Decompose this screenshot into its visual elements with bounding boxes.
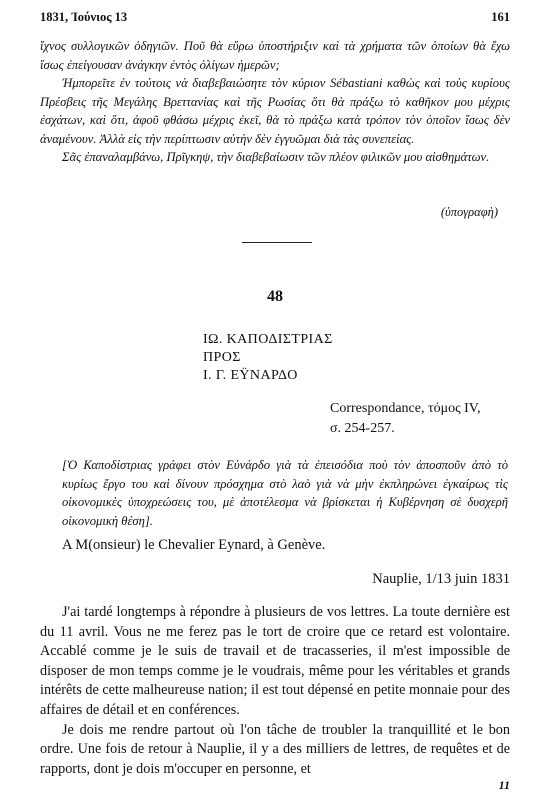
signature-mark: 11	[498, 778, 510, 792]
letter-dateline: Nauplie, 1/13 juin 1831	[372, 571, 510, 587]
address-sender: ΙΩ. ΚΑΠΟΔΙΣΤΡΙΑΣ	[203, 332, 333, 347]
document-number: 48	[267, 288, 283, 305]
letter-body	[40, 603, 510, 779]
letter-paragraph-2: Je dois me rendre partout où l'on tâche de troubler la tranquillité et le bon ordre. Une fois de retour à Nauplie, il y a des milliers de lettres, de requêtes et de rapports, dont je dois m'occuper en personne, et	[40, 721, 510, 777]
signature-note: (ὑπογραφὴ)	[440, 205, 498, 219]
greek-letter-continuation	[40, 37, 510, 167]
letter-paragraph-1: J'ai tardé longtemps à répondre à plusieurs de vos lettres. La toute dernière est du 11 avril. Vous ne me ferez pas le tort de croire que ce retard est volontaire. Accablé comme je le suis de travail et de tracasseries, il m'est impossible de disposer de mon temps comme je le voudrais, même pour les véritables et grands intérêts de cette malheureuse nation; il est tout dépensé en petite monnaie pour des affaires de détail et en conférences.	[40, 604, 510, 718]
running-header	[40, 10, 510, 25]
page-number: 161	[491, 10, 510, 24]
header-date: 1831, Ἰούνιος 13	[40, 10, 128, 24]
greek-paragraph-3: Σᾶς ἐπαναλαμβάνω, Πρῖγκηψ, τὴν διαβεβαίωσιν τῶν πλέον φιλικῶν μου αἰσθημάτων.	[62, 150, 490, 164]
address-recipient: Ι. Γ. ΕΫΝΑΡΔΟ	[203, 368, 298, 383]
editorial-summary: [Ὁ Καποδίστριας γράφει στὸν Εὐνάρδο γιὰ τὰ ἐπεισόδια ποὺ τὸν ἀποσποῦν ἀπὸ τὸ κυρίως ἔργο του καὶ δίνουν πρόσχημα στὸ λαὸ γιὰ νὰ μὴν ἐκπληρώνει ἐγκαίρως τὶς οἰκονομικὲς ὑποχρεώσεις του, μὲ ἀποτέλεσμα νὰ βρίσκεται ἡ Κυβέρνηση σὲ δυσχερῆ οἰκονομικὴ θέση].	[62, 458, 508, 528]
source-reference	[330, 399, 481, 439]
section-divider	[242, 242, 312, 243]
address-block	[203, 331, 333, 385]
source-pages: σ. 254-257.	[330, 421, 395, 436]
letter-salutation: A M(onsieur) le Chevalier Eynard, à Genève.	[62, 537, 326, 553]
address-to: ΠΡΟΣ	[203, 350, 241, 365]
source-title: Correspondance, τόμος IV,	[330, 401, 481, 416]
greek-paragraph-1: ἴχνος συλλογικῶν ὁδηγιῶν. Ποῦ θὰ εὕρω ὑποστήριξιν καὶ τὰ χρήματα τῶν ὁποίων θὰ ἔχω ἴσως ἐπείγουσαν ἀνάγκην ἐντὸς ὀλίγων ἡμερῶν;	[40, 39, 510, 72]
greek-paragraph-2: Ἠμπορεῖτε ἐν τούτοις νὰ διαβεβαιώσητε τὸν κύριον Sébastiani καθὼς καὶ τοὺς κυρίους Πρέσβεις τῆς Μεγάλης Βρεττανίας καὶ τῆς Ρωσίας ὅτι θὰ πράξω τὸ καθῆκον μου μέχρις ἐσχάτων, καὶ ὅτι, ἀφοῦ φθάσω μέχρις ἐκεῖ, θὰ τὸ πράξω κατὰ τρόπον τὸν ὁποῖον ἴσως δὲν ἀναμένουν. Ἀλλὰ εἰς τὴν περίπτωσιν αὐτὴν δὲν ἐγγυῶμαι διὰ τὰς συνεπείας.	[40, 76, 510, 146]
